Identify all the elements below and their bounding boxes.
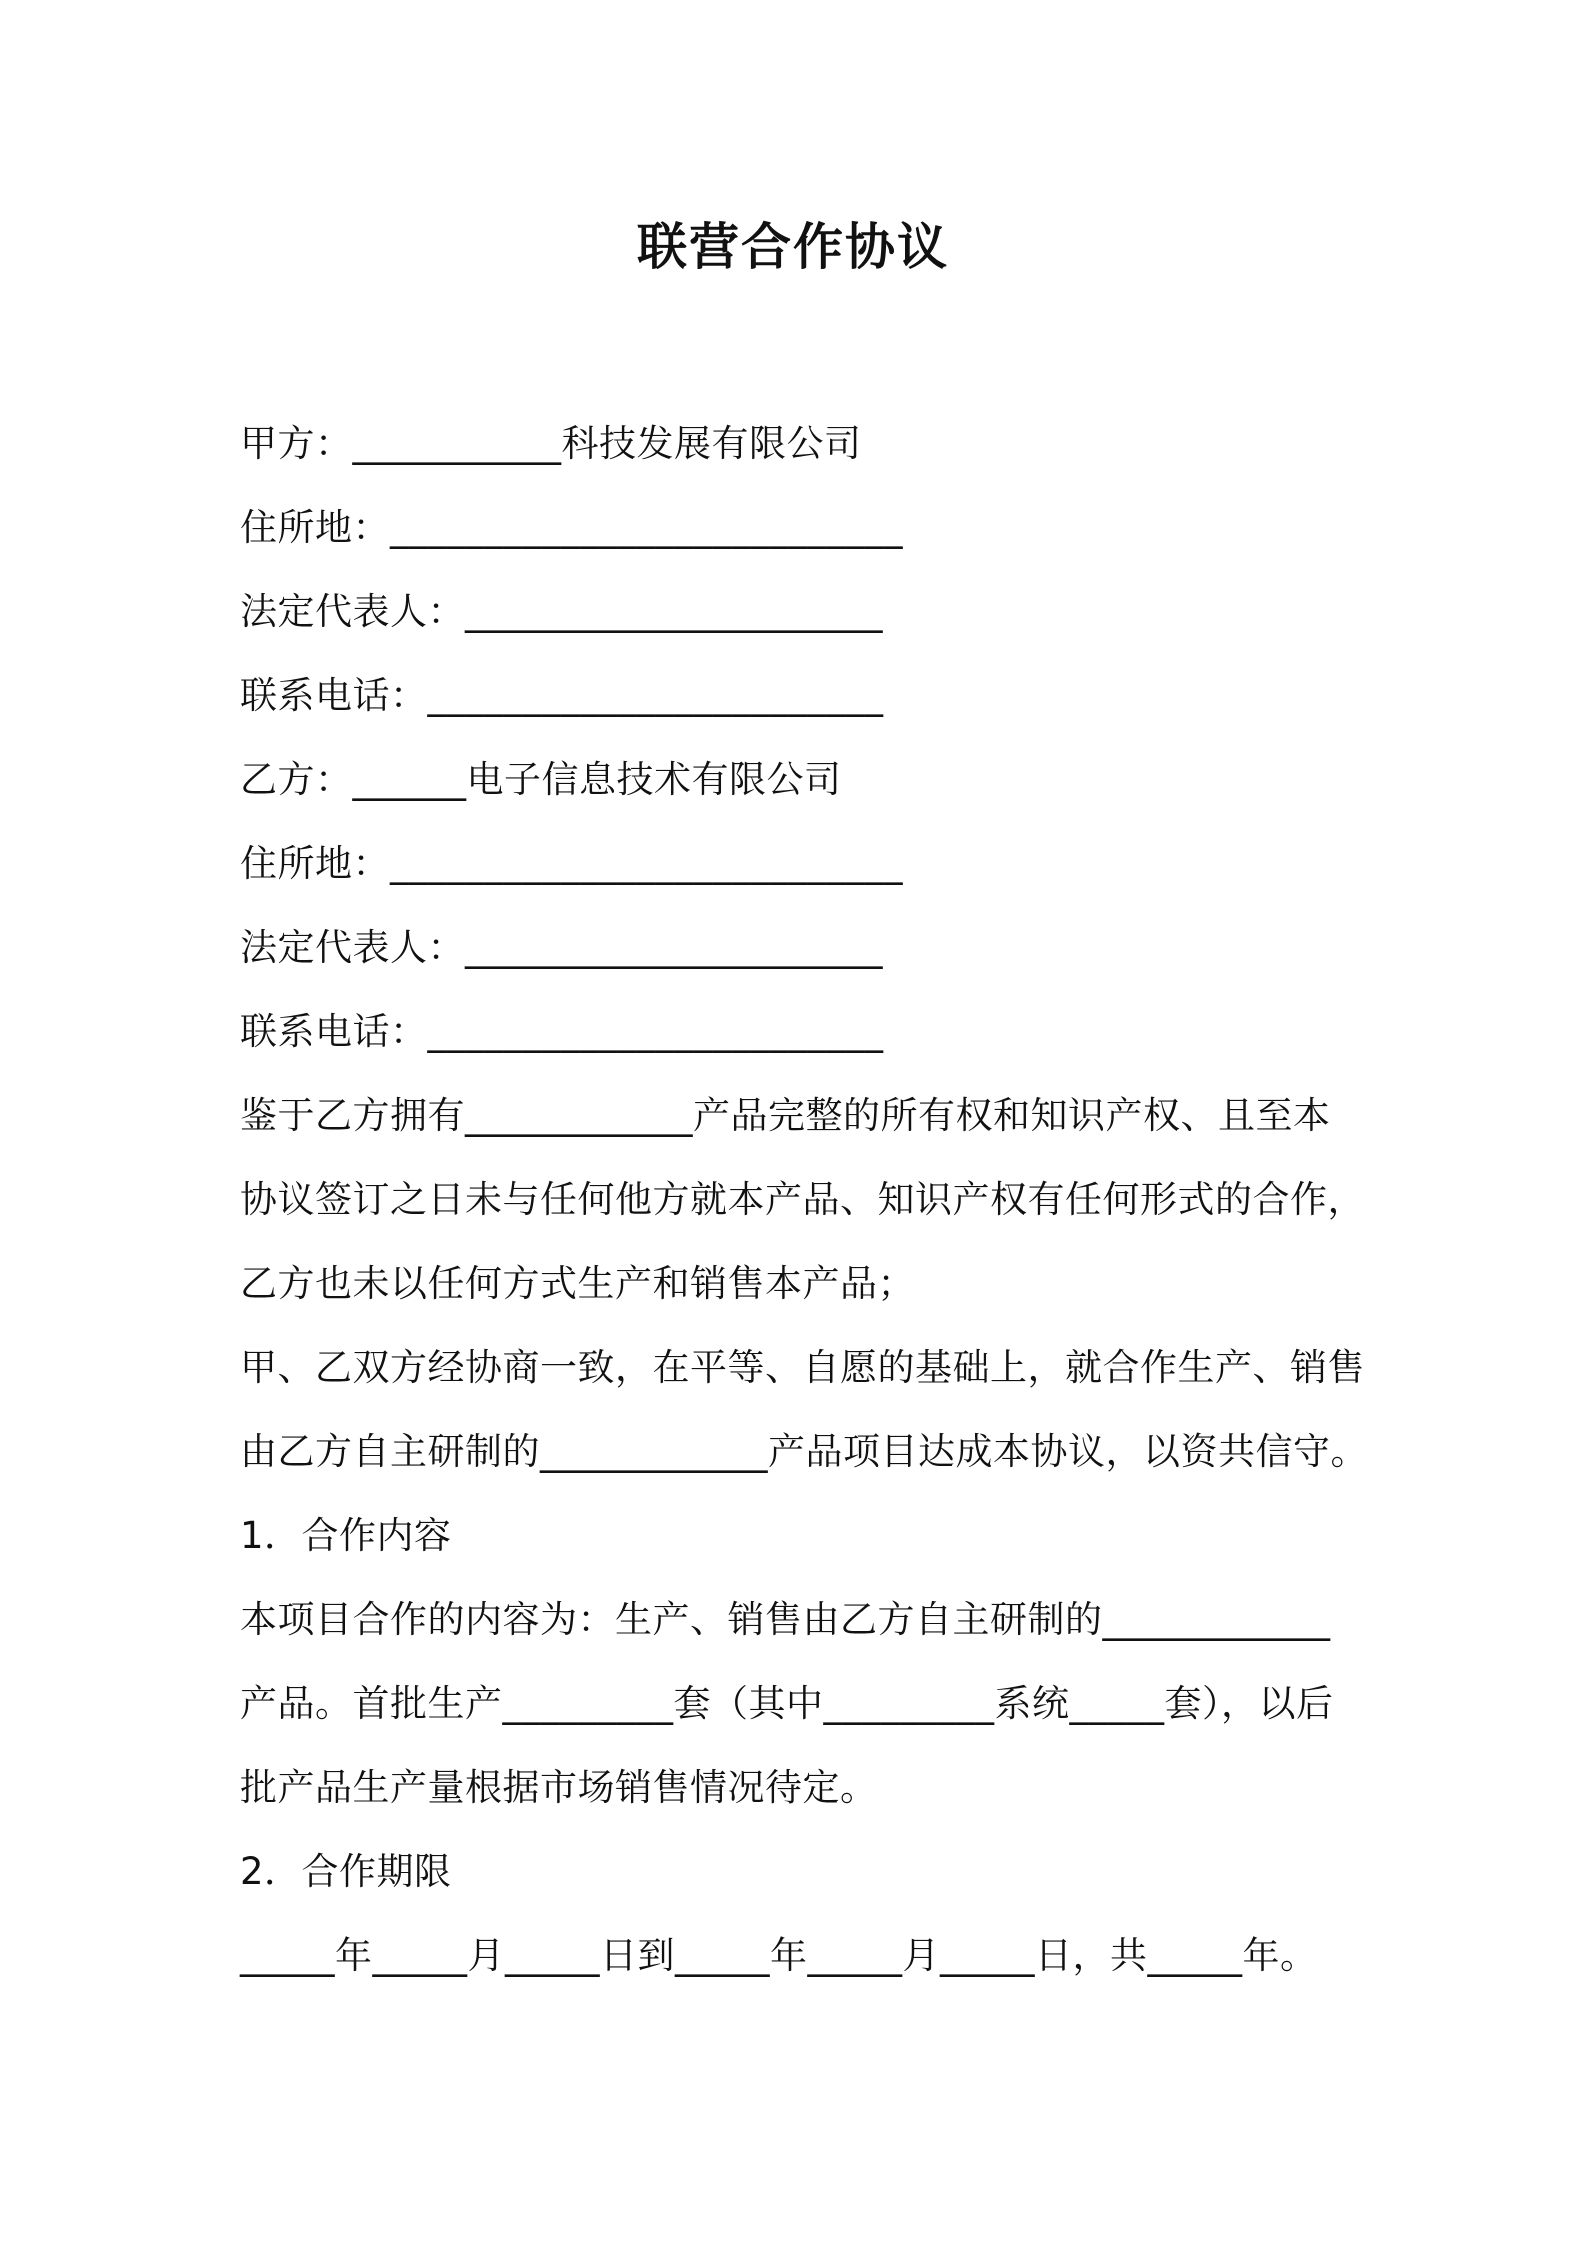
party-a-name-line: 甲方：___________科技发展有限公司 [240,422,862,465]
section-paragraph-line: 本项目合作的内容为：生产、销售由乙方自主研制的____________ [240,1598,1331,1641]
party-a-address-line: 住所地：___________________________ [240,506,903,549]
party-b-representative-line: 法定代表人：______________________ [240,926,883,969]
document-title: 联营合作协议 [637,218,949,276]
preamble-line: 甲、乙双方经协商一致，在平等、自愿的基础上，就合作生产、销售 [240,1346,1365,1389]
preamble-line: 由乙方自主研制的____________产品项目达成本协议，以资共信守。 [240,1430,1368,1473]
document-body [240,402,1390,1998]
preamble-line: 乙方也未以任何方式生产和销售本产品； [240,1262,915,1305]
section-heading: 2．合作期限 [240,1850,452,1893]
preamble-line: 协议签订之日未与任何他方就本产品、知识产权有任何形式的合作， [240,1178,1365,1221]
preamble-line: 鉴于乙方拥有____________产品完整的所有权和知识产权、且至本 [240,1094,1331,1137]
party-a-representative-line: 法定代表人：______________________ [240,590,883,633]
party-b-address-line: 住所地：___________________________ [240,842,903,885]
section-paragraph-line: 批产品生产量根据市场销售情况待定。 [240,1766,878,1809]
party-b-name-line: 乙方：______电子信息技术有限公司 [240,758,842,801]
party-a-phone-line: 联系电话：________________________ [240,674,884,717]
term-date-line: _____年_____月_____日到_____年_____月_____日，共_____年。 [240,1934,1318,1977]
party-b-phone-line: 联系电话：________________________ [240,1010,884,1053]
section-heading: 1．合作内容 [240,1514,452,1557]
section-paragraph-line: 产品。首批生产_________套（其中_________系统_____套），以后 [240,1682,1334,1725]
